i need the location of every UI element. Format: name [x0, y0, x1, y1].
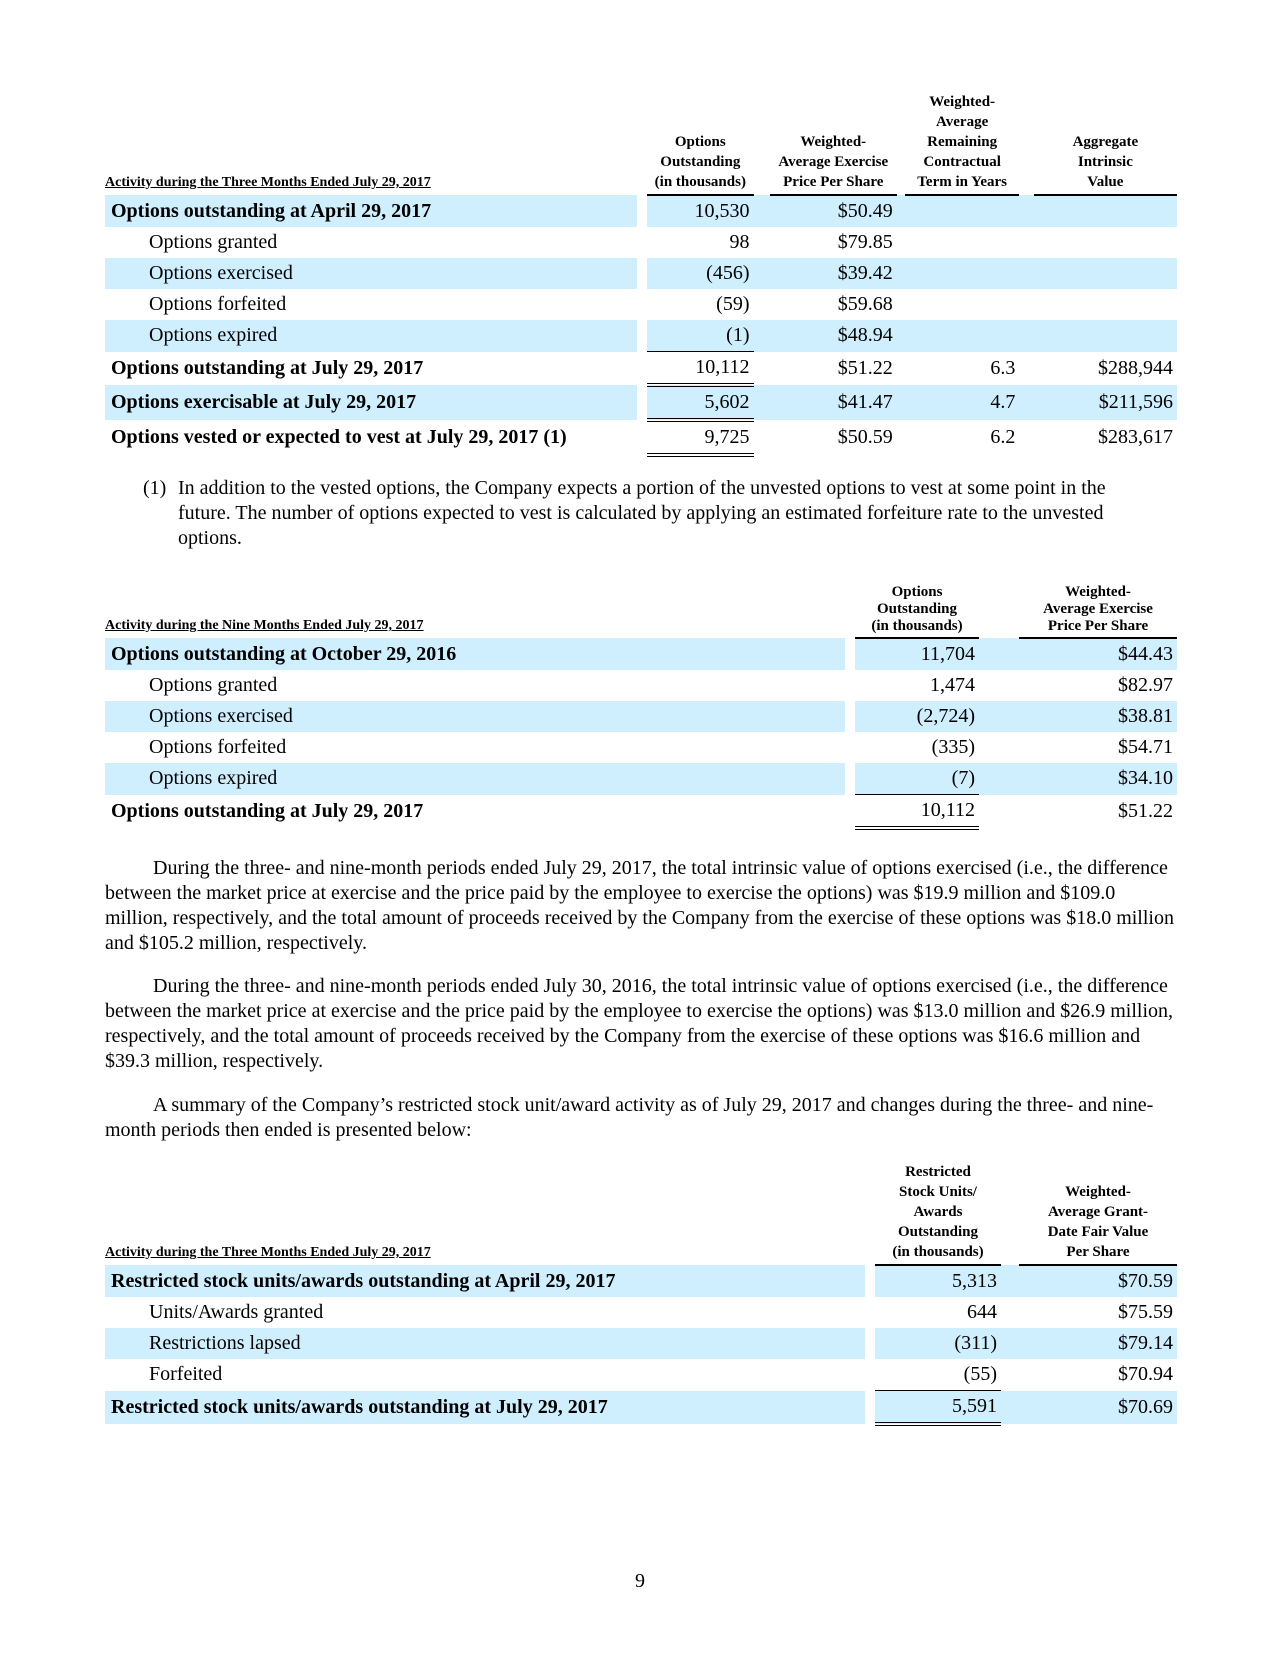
table-row: Options forfeited (335) $54.71	[149, 736, 1173, 758]
table-row: Restrictions lapsed (311) $79.14	[105, 1328, 1177, 1359]
table-row: Options exercised (456) $39.42	[105, 258, 1177, 289]
table-row: Restricted stock units/awards outstanding at July 29, 2017 5,591 $70.69	[105, 1391, 1177, 1425]
table-row: Options expired (7) $34.10	[105, 763, 1177, 795]
table-row: Options exercisable at July 29, 2017 5,602 $41.47 4.7 $211,596	[105, 385, 1177, 420]
column-header: Weighted- Average Exercise Price Per Share	[1019, 584, 1177, 638]
options-activity-nine-months-table	[105, 584, 1177, 830]
table-row: Options outstanding at April 29, 2017 10,530 $50.49	[105, 195, 1177, 227]
table-row: Units/Awards granted 644 $75.59	[149, 1301, 1173, 1323]
activity-period-header: Activity during the Nine Months Ended July 29, 2017	[105, 618, 424, 633]
paragraph: During the three- and nine-month periods ended July 30, 2016, the total intrinsic value of options exercised (i.e., the difference between the market price at exercise and the price paid by the employee to exercise the options) was $13.0 million and $26.9 million, respectively, and the total amount of proceeds received by the Company from the exercise of these options was $16.6 million and $39.3 million, respectively.	[105, 975, 1173, 1072]
activity-period-header: Activity during the Three Months Ended July 29, 2017	[105, 175, 431, 190]
column-header: Restricted Stock Units/ Awards Outstanding (in thousands)	[875, 1162, 1001, 1265]
table-header	[105, 584, 1177, 638]
table-row: Options granted 98 $79.85	[149, 231, 893, 253]
table-row: Options expired (1) $48.94	[105, 320, 1177, 352]
activity-period-header: Activity during the Three Months Ended July 29, 2017	[105, 1245, 431, 1260]
page-number: 9	[635, 1570, 645, 1592]
table-row: Options exercised (2,724) $38.81	[105, 701, 1177, 732]
table-row: Options forfeited (59) $59.68	[149, 293, 893, 315]
column-header: Weighted- Average Grant- Date Fair Value Per Share	[1019, 1162, 1177, 1265]
paragraph: During the three- and nine-month periods ended July 29, 2017, the total intrinsic value of options exercised (i.e., the difference between the market price at exercise and the price paid by the employee to exercise the options) was $19.9 million and $109.0 million, respectively, and the total amount of proceeds received by the Company from the exercise of these options was $18.0 million and $105.2 million, respectively.	[105, 857, 1174, 954]
table-row: Options outstanding at October 29, 2016 11,704 $44.43	[105, 638, 1177, 670]
table-header	[105, 1162, 1177, 1265]
footnote	[143, 476, 1153, 551]
column-header: Weighted- Average Exercise Price Per Share	[770, 92, 897, 195]
column-header: Options Outstanding (in thousands)	[855, 584, 979, 638]
column-header: Aggregate Intrinsic Value	[1034, 92, 1177, 195]
column-header: Weighted- Average Remaining Contractual Term in Years	[905, 92, 1020, 195]
paragraph: A summary of the Company’s restricted stock unit/award activity as of July 29, 2017 and changes during the three- and nine-month periods then ended is presented below:	[105, 1094, 1154, 1141]
footnote-text: In addition to the vested options, the Company expects a portion of the unvested options to vest at some point in the future. The number of options expected to vest is calculated by applying an estimated forfeiture rate to the unvested options.	[178, 477, 1106, 549]
table-row: Options outstanding at July 29, 2017 10,112 $51.22 6.3 $288,944	[105, 352, 1177, 386]
options-activity-three-months-table	[105, 92, 1177, 457]
table-row: Restricted stock units/awards outstanding at April 29, 2017 5,313 $70.59	[105, 1265, 1177, 1297]
table-header	[105, 92, 1177, 195]
restricted-stock-activity-table	[105, 1162, 1177, 1426]
column-header: Options Outstanding (in thousands)	[647, 92, 753, 195]
table-row: Options granted 1,474 $82.97	[149, 674, 1173, 696]
table-row: Options vested or expected to vest at July 29, 2017 (1) 9,725 $50.59 6.2 $283,617	[105, 420, 1177, 455]
table-row: Forfeited (55) $70.94	[105, 1359, 1177, 1391]
footnote-marker: (1)	[143, 477, 167, 499]
table-row: Options outstanding at July 29, 2017 10,112 $51.22	[105, 795, 1177, 829]
